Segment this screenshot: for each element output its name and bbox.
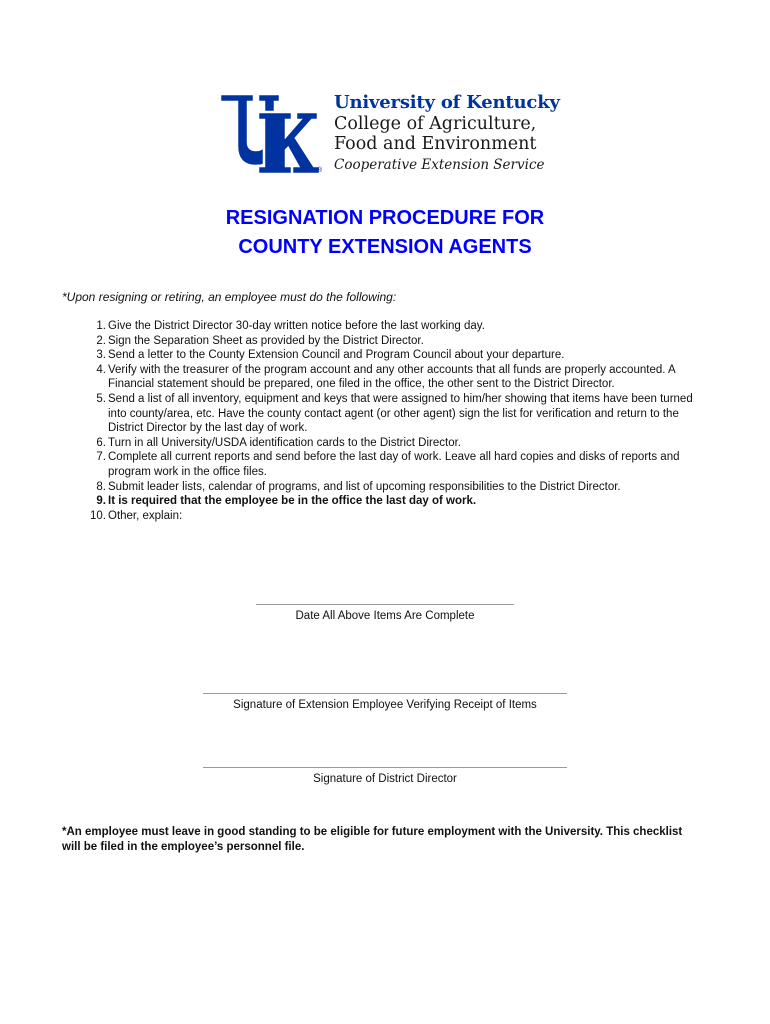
- footer-note: *An employee must leave in good standing to be eligible for future employment with the University. This checklist will be filed in the employee’s personnel file.: [62, 826, 683, 853]
- date-signature-line[interactable]: [256, 603, 514, 605]
- list-item: [68, 436, 698, 451]
- college-line-1: College of Agriculture,: [334, 114, 537, 134]
- item-text: Verify with the treasurer of the program account and any other accounts that all funds are properly accounted. A Financial statement should be prepared, one filed in the office, the other sent to the District Director.: [108, 363, 676, 391]
- director-signature-line[interactable]: [203, 766, 567, 768]
- page-title: [0, 204, 770, 262]
- item-number: 4.: [96, 363, 106, 376]
- uk-logo-icon: [218, 92, 322, 178]
- title-line-2: COUNTY EXTENSION AGENTS: [238, 236, 532, 258]
- item-number: 9.: [96, 495, 106, 508]
- director-signature-block: [0, 766, 770, 785]
- item-number: 7.: [96, 451, 106, 464]
- item-number: 6.: [96, 436, 106, 449]
- college-line-2: Food and Environment: [334, 134, 537, 154]
- employee-signature-label: Signature of Extension Employee Verifying Receipt of Items: [233, 699, 537, 711]
- extension-service-name: Cooperative Extension Service: [334, 157, 545, 173]
- list-item: [68, 319, 698, 334]
- director-signature-label: Signature of District Director: [313, 773, 457, 785]
- employee-signature-line[interactable]: [203, 692, 567, 694]
- list-item: [68, 363, 698, 392]
- item-text: Turn in all University/USDA identification cards to the District Director.: [108, 436, 462, 449]
- list-item: [68, 450, 698, 479]
- list-item: [68, 480, 698, 495]
- item-text: It is required that the employee be in the office the last day of work.: [108, 495, 477, 508]
- item-text: Send a list of all inventory, equipment and keys that were assigned to him/her showing that items have been turned into county/area, etc. Have the county contact agent (or other agent) sign the list for verification and return to the District Director by the last day of work.: [108, 392, 693, 435]
- list-item: [68, 392, 698, 436]
- item-number: 5.: [96, 392, 106, 405]
- item-number: 8.: [96, 480, 106, 493]
- item-text: Give the District Director 30-day written notice before the last working day.: [108, 320, 485, 332]
- employee-signature-block: [0, 692, 770, 711]
- item-text: Sign the Separation Sheet as provided by the District Director.: [108, 334, 424, 347]
- item-number: 1.: [96, 320, 106, 332]
- item-text: Complete all current reports and send before the last day of work. Leave all hard copies and disks of reports and program work in the office files.: [108, 451, 680, 478]
- item-text: Submit leader lists, calendar of programs, and list of upcoming responsibilities to the District Director.: [108, 480, 621, 493]
- uk-cafe-logo: [218, 92, 558, 180]
- list-item: [68, 334, 698, 349]
- list-item-emphasized: [68, 494, 698, 509]
- university-name: University of Kentucky: [334, 92, 560, 113]
- item-number: 2.: [96, 334, 106, 347]
- college-name: [334, 114, 536, 154]
- item-number: 10.: [90, 509, 106, 522]
- item-number: 3.: [96, 349, 106, 362]
- procedure-list: [68, 319, 698, 523]
- list-item: [68, 348, 698, 363]
- date-complete-label: Date All Above Items Are Complete: [295, 610, 475, 622]
- title-line-1: RESIGNATION PROCEDURE FOR: [225, 207, 545, 229]
- intro-text: *Upon resigning or retiring, an employee must do the following:: [62, 290, 397, 304]
- item-text: Other, explain:: [108, 509, 183, 522]
- item-text: Send a letter to the County Extension Council and Program Council about your departure.: [108, 349, 565, 362]
- date-complete-block: [0, 603, 770, 622]
- list-item: [68, 509, 698, 524]
- registered-mark: ®: [317, 167, 322, 174]
